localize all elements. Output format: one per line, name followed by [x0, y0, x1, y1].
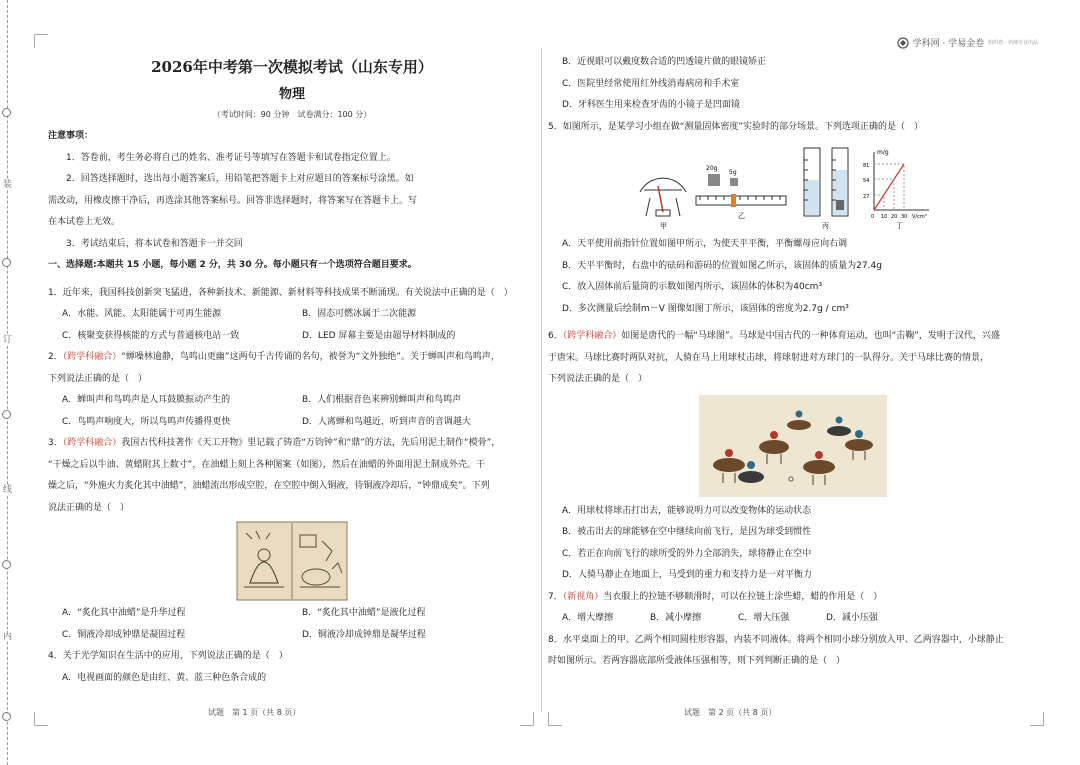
q6-tag: （跨学科融合） — [562, 331, 622, 341]
q3-option-c[interactable]: C．铜液冷却成钟鼎是凝固过程 — [62, 629, 186, 640]
q2-option-b[interactable]: B．人们根据音色来辨别蝉叫声和鸟鸣声 — [302, 395, 462, 405]
binding-hole — [2, 410, 11, 419]
graph-xtick: 10 — [881, 214, 888, 220]
graph-xtick: 0 — [871, 214, 875, 220]
q1-option-c[interactable]: C．核聚变获得核能的方式与普通核电站一致 — [62, 330, 240, 341]
crop-mark — [520, 712, 534, 726]
q1-option-d[interactable]: D．LED 屏幕主要是由超导材料制成的 — [302, 330, 456, 341]
fig-label-yi: 乙 — [738, 212, 745, 220]
exam-title: 2026年中考第一次模拟考试（山东专用） — [151, 58, 433, 76]
q2-stem-cont: 下列说法正确的是（ ） — [48, 373, 148, 384]
brand-name: 学科网 · 学易金卷 — [912, 39, 985, 49]
brand-logo — [897, 36, 1038, 49]
q3-stem: 3．（跨学科融合）我国古代科技著作《天工开物》里记载了铸造“万钧钟”和“鼎”的方法，先后用泥土制作“模骨”， — [48, 438, 501, 448]
q6-option-d[interactable]: D．人骑马静止在地面上，马受到的重力和支持力是一对平衡力 — [562, 570, 812, 580]
q4-option-b[interactable]: B．近视眼可以戴度数合适的凹透镜片做的眼镜矫正 — [562, 57, 767, 67]
q2-options — [48, 412, 536, 434]
q5-option-a[interactable]: A．天平使用前指针位置如图甲所示，为使天平平衡，平衡螺母应向右调 — [562, 239, 848, 249]
brand-icon — [897, 37, 909, 49]
q2-option-c[interactable]: C．鸟鸣声响度大，所以鸟鸣声传播得更快 — [62, 416, 231, 427]
fig-label-jia: 甲 — [660, 222, 667, 230]
page-footer-left: 试题 第 1 页（共 8 页） — [208, 708, 301, 717]
notice-heading: 注意事项： — [48, 131, 94, 141]
q5-option-d[interactable]: D．多次测量后绘制m－V 图像如图丁所示，该固体的密度为2.7g / cm³ — [562, 303, 849, 314]
q7-options — [548, 608, 1038, 630]
binding-hole — [2, 258, 11, 267]
q7-option-a[interactable]: A．增大摩擦 — [562, 613, 614, 623]
binding-hole — [2, 560, 11, 569]
page-2 — [548, 52, 1038, 712]
q7-option-c[interactable]: C．增大压强 — [738, 613, 790, 623]
binding-margin — [0, 0, 22, 765]
q2-tag: （跨学科融合） — [62, 352, 122, 362]
q1-options — [48, 304, 536, 326]
q3-option-a[interactable]: A．“炙化其中油蜡”是升华过程 — [62, 608, 186, 618]
q7-option-d[interactable]: D．减小压强 — [826, 613, 878, 623]
q6-stem: 6．（跨学科融合）如图是唐代的一幅“马球图”。马球是中国古代的一种体育运动，也叫“击鞠”，发明于汉代，兴盛 — [548, 331, 1000, 341]
crop-mark — [548, 712, 562, 726]
q6-stem-cont: 下列说法正确的是（ ） — [548, 374, 648, 384]
graph-ylabel: m/g — [877, 149, 889, 156]
notice-item: 在本试卷上无效。 — [48, 217, 121, 227]
q5-figure — [548, 140, 1038, 232]
crop-mark — [34, 34, 48, 48]
graph-ytick: 54 — [863, 178, 870, 184]
notice-item: 2．回答选择题时，选出每小题答案后，用铅笔把答题卡上对应题目的答案标号涂黑。如 — [66, 174, 414, 184]
ancient-book-illustration — [236, 521, 348, 601]
q5-option-b[interactable]: B．天平平衡时，右盘中的砝码和游码的位置如图乙所示，该固体的质量为27.4g — [562, 260, 882, 271]
q4-option-a[interactable]: A．电视画面的颜色是由红、黄、蓝三种色条合成的 — [62, 672, 267, 683]
q3-stem-cont: “干燥之后以牛油、黄蜡附其上数寸”，在油蜡上刻上各种图案（如图），然后在油蜡的外面用泥土制成外壳。干 — [48, 459, 485, 470]
page-1 — [48, 52, 536, 712]
brand-slogan: 组织卷 · 名师专业出品 — [988, 40, 1038, 46]
q6-stem-cont: 于唐宋。马球比赛时两队对抗，人骑在马上用球杖击球，将球射进对方球门的一队得分。关于马球比赛的情景， — [548, 352, 990, 363]
q2-option-a[interactable]: A．蝉叫声和鸟鸣声是人耳鼓膜振动产生的 — [62, 395, 231, 405]
polo-painting — [699, 395, 887, 497]
q8-stem-cont: 时如图所示。若两容器底部所受液体压强相等，则下列判断正确的是（ ） — [548, 656, 846, 666]
q6-option-c[interactable]: C．若正在向前飞行的球所受的外力全部消失，球将静止在空中 — [562, 548, 812, 559]
notice-item: 3．考试结束后，将本试卷和答题卡一并交回 — [66, 238, 243, 249]
density-experiment-figure — [634, 140, 934, 232]
crop-mark — [34, 712, 48, 726]
q3-tag: （跨学科融合） — [62, 438, 122, 448]
q2-options — [48, 390, 536, 412]
crop-mark — [1030, 712, 1044, 726]
q6-option-a[interactable]: A．用球杖将球击打出去，能够说明力可以改变物体的运动状态 — [562, 505, 812, 516]
q3-options — [48, 625, 536, 647]
weight-20g: 20g — [706, 165, 718, 172]
graph-ytick: 81 — [863, 163, 870, 169]
notice-item: 1．答卷前，考生务必将自己的姓名、准考证号等填写在答题卡和试卷指定位置上。 — [66, 152, 396, 163]
q3-option-b[interactable]: B．“炙化其中油蜡”是液化过程 — [302, 608, 426, 618]
weights-and-rider — [696, 165, 786, 220]
graph-xlabel: V/cm³ — [912, 214, 927, 220]
q3-stem-cont: 燥之后，“外施火力炙化其中油蜡”，油蜡流出形成空腔，在空腔中倒入铜液，待铜液冷却后，“钟鼎成矣”。下列 — [48, 481, 490, 491]
binding-label: 装 — [3, 180, 13, 190]
q7-option-b[interactable]: B．减小摩擦 — [650, 613, 702, 623]
binding-hole — [2, 108, 11, 117]
q4-option-d[interactable]: D．牙科医生用来检查牙齿的小镜子是凹面镜 — [562, 100, 740, 110]
notice-item: 需改动，用橡皮擦干净后，再选涂其他答案标号。回答非选择题时，将答案写在答题卡上。写 — [48, 195, 418, 206]
q1-option-a[interactable]: A．水能、风能、太阳能属于可再生能源 — [62, 309, 222, 319]
q1-options — [48, 326, 536, 348]
q6-figure — [548, 395, 1038, 497]
page-footer-right: 试题 第 2 页（共 8 页） — [684, 708, 777, 717]
fig-label-ding: 丁 — [896, 222, 903, 230]
q5-stem: 5．如图所示，是某学习小组在做“测量固体密度”实验时的部分场景。下列选项正确的是（ ） — [548, 121, 924, 132]
mass-volume-graph — [863, 149, 929, 230]
balance-dial — [640, 178, 686, 230]
fig-label-bing: 丙 — [822, 222, 829, 230]
binding-label: 订 — [3, 335, 13, 345]
measuring-cylinders — [804, 148, 848, 230]
q3-stem-cont: 说法正确的是（ ） — [48, 502, 130, 513]
binding-label: 内 — [3, 632, 13, 642]
graph-xtick: 20 — [891, 214, 898, 220]
q1-option-b[interactable]: B．固态可燃冰属于二次能源 — [302, 309, 417, 319]
q8-stem: 8．水平桌面上的甲、乙两个相同圆柱形容器，内装不同液体。将两个相同小球分别放入甲、乙两容器中，小球静止 — [548, 634, 1004, 645]
binding-label: 线 — [3, 485, 13, 495]
exam-info: （考试时间：90 分钟 试卷满分：100 分） — [212, 110, 372, 119]
q2-stem: 2．（跨学科融合）“蝉噪林逾静，鸟鸣山更幽”这两句千古传诵的名句，被誉为“文外独绝”。关于蝉叫声和鸟鸣声， — [48, 352, 500, 362]
weight-5g: 5g — [729, 169, 737, 176]
q4-option-c[interactable]: C．医院里经常使用红外线消毒病房和手术室 — [562, 78, 740, 89]
q3-figure — [48, 521, 536, 601]
q1-stem: 1．近年来，我国科技创新突飞猛进，各种新技术、新能源、新材料等科技成果不断涌现。有关说法中正确的是（ ） — [48, 287, 513, 298]
q2-option-d[interactable]: D．人离蝉和鸟越近，听到声音的音调越大 — [302, 416, 471, 427]
section-heading: 一、选择题:本题共 15 小题，每小题 2 分，共 30 分。每小题只有一个选项符合题目要求。 — [48, 260, 417, 270]
binding-hole — [2, 712, 11, 721]
graph-ytick: 27 — [863, 194, 870, 200]
q3-options — [48, 603, 536, 625]
graph-xtick: 30 — [901, 214, 908, 220]
exam-subject: 物理 — [278, 87, 305, 102]
q7-tag: （新视角） — [562, 591, 604, 602]
q7-stem: 7．（新视角）当衣服上的拉链不够顺滑时，可以在拉链上涂些蜡，蜡的作用是（ ） — [548, 591, 883, 602]
q3-option-d[interactable]: D．铜液冷却成钟鼎是凝华过程 — [302, 629, 426, 640]
q6-option-b[interactable]: B．被击出去的球能够在空中继续向前飞行，是因为球受到惯性 — [562, 527, 812, 537]
q4-stem: 4．关于光学知识在生活中的应用，下列说法正确的是（ ） — [48, 651, 288, 661]
q5-option-c[interactable]: C．放入固体前后量筒的示数如图丙所示，该固体的体积为40cm³ — [562, 282, 823, 292]
